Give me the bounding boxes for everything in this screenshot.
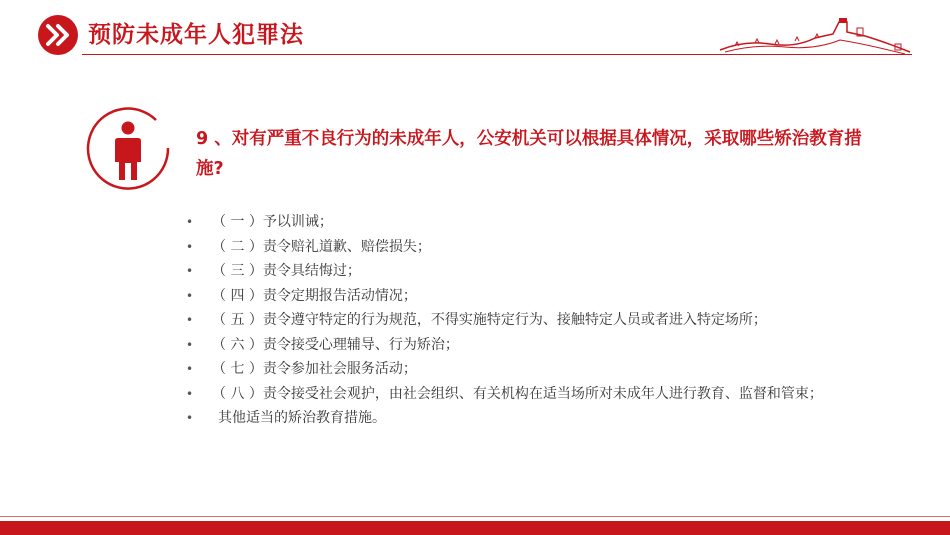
list-item bbox=[186, 382, 866, 407]
bullet-marker: • bbox=[186, 239, 194, 254]
bullet-marker: • bbox=[186, 337, 194, 352]
measures-list bbox=[186, 210, 866, 431]
list-item-text: （ 八 ）责令接受社会观护，由社会组织、有关机构在适当场所对未成年人进行教育、监督和管束； bbox=[212, 385, 823, 402]
list-item-text: （ 七 ）责令参加社会服务活动； bbox=[212, 361, 417, 377]
list-item bbox=[186, 284, 866, 309]
bullet-marker: • bbox=[186, 264, 194, 278]
great-wall-icon bbox=[715, 14, 915, 58]
double-chevron-right-icon bbox=[38, 15, 78, 55]
list-item-text: （ 六 ）责令接受心理辅导、行为矫治； bbox=[212, 336, 459, 353]
bullet-marker: • bbox=[186, 288, 194, 303]
list-item-text: （ 一 ）予以训诫； bbox=[212, 214, 333, 230]
question-heading: 9 、对有严重不良行为的未成年人，公安机关可以根据具体情况，采取哪些矫治教育措施? bbox=[196, 129, 862, 179]
list-item bbox=[186, 357, 866, 382]
list-item bbox=[186, 308, 866, 333]
list-item bbox=[186, 406, 866, 431]
list-item-text: 其他适当的矫治教育措施。 bbox=[218, 410, 386, 426]
person-icon bbox=[80, 100, 176, 196]
bullet-marker: • bbox=[186, 411, 194, 425]
bullet-marker: • bbox=[186, 313, 194, 327]
footer-bar bbox=[0, 521, 950, 535]
list-item bbox=[186, 210, 866, 235]
list-item-text: （ 三 ）责令具结悔过； bbox=[212, 263, 361, 279]
list-item-text: （ 五 ）责令遵守特定的行为规范，不得实施特定行为、接触特定人员或者进入特定场所； bbox=[212, 312, 767, 328]
list-item-text: （ 二 ）责令赔礼道歉、赔偿损失； bbox=[212, 238, 431, 255]
footer-divider bbox=[0, 516, 950, 517]
list-item-text: （ 四 ）责令定期报告活动情况； bbox=[212, 287, 417, 304]
page-title: 预防未成年人犯罪法 bbox=[88, 22, 304, 48]
bullet-marker: • bbox=[186, 362, 194, 376]
list-item bbox=[186, 259, 866, 284]
list-item bbox=[186, 333, 866, 358]
bullet-marker: • bbox=[186, 215, 194, 229]
bullet-marker: • bbox=[186, 386, 194, 401]
list-item bbox=[186, 235, 866, 260]
